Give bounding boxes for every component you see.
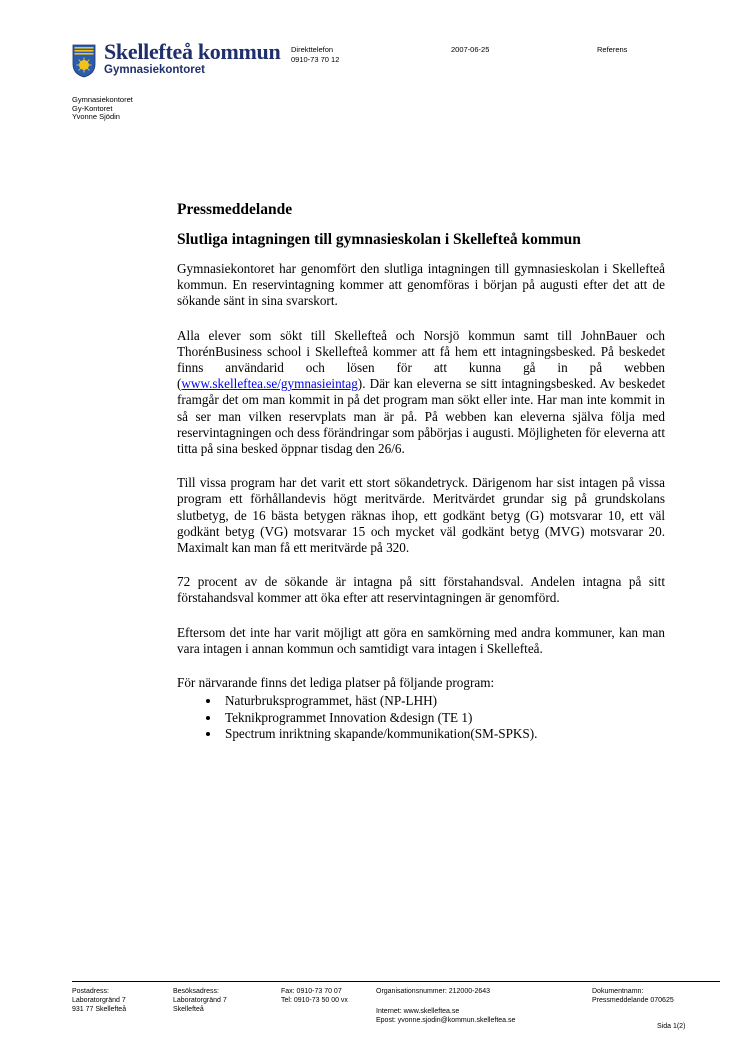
tel-number: Tel: 0910-73 50 00 vx [281, 996, 348, 1004]
document-body [177, 200, 665, 743]
visit-street: Laboratorgränd 7 [173, 996, 227, 1004]
list-item: • Spectrum inriktning skapande/kommunikation(SM-SPKS). [221, 726, 665, 743]
internet-address: Internet: www.skelleftea.se [376, 1008, 460, 1015]
paragraph-2-text-b: ). Där kan eleverna se sitt intagningsbesked. Av beskedet framgår det om man kommit in på det program man sökt eller inte. Har man inte kommit in så ser man vilken reservplats man är på. På webben kan eleverna själva följa med reservintagningen och dess förändringar som påbörjas i augusti. Möjligheten för eleverna att titta på sina besked öppnar tisdag den 26/6. [177, 376, 665, 457]
footer-docname [592, 988, 674, 1006]
paragraph-5: Eftersom det inte har varit möjligt att göra en samkörning med andra kommuner, kan man vara intagen i annan kommun och samtidigt vara intagen i Skellefteå. [177, 624, 665, 656]
brand-name: Skellefteå kommun [104, 39, 281, 64]
paragraph-1: Gymnasiekontoret har genomfört den slutliga intagningen till gymnasieskolan i Skellefteå kommun. En reservintagning kommer att genomföras i början på augusti efter det att de sökande sänt in sina svarskort. [177, 261, 665, 309]
sender-name: Yvonne Sjödin [72, 112, 120, 122]
footer-org [376, 988, 490, 997]
sender-block [72, 96, 133, 122]
available-programs-list [177, 693, 665, 743]
skelleftea-coat-of-arms-icon [72, 44, 96, 78]
paragraph-3: Till vissa program har det varit ett stort sökandetryck. Därigenom har sist intagen på vissa program ett förhållandevis högt meritvärde. Meritvärdet grundar sig på grundskolans slutbetyg, de 16 bästa betygen räknas ihop, ett godkänt betyg (G) motsvarar 10, ett väl godkänt betyg (VG) motsvarar 15 och mycket väl godkänt betyg (MVG) motsvarar 20. Maximalt kan man få ett meritvärde på 320. [177, 475, 665, 556]
postal-street: Laboratorgränd 7 [72, 996, 126, 1004]
docname-label: Dokumentnamn: [592, 988, 644, 995]
paragraph-2-text-a: Alla elever som sökt till Skellefteå och Norsjö kommun samt till JohnBauer och ThorénBusiness school i Skellefteå kommer att få hem ett intagningsbesked. På beskedet finns användarid och lösen för att kunna gå in på webben ( [177, 327, 665, 392]
sender-unit: Gy-Kontoret [72, 103, 113, 113]
gymnasieintag-link[interactable]: www.skelleftea.se/gymnasieintag [181, 376, 358, 392]
direct-phone-block [291, 45, 339, 64]
list-item: • Naturbruksprogrammet, häst (NP-LHH) [221, 693, 665, 710]
postal-city: 931 77 Skellefteå [72, 1005, 127, 1013]
document-date: 2007-06-25 [451, 45, 490, 54]
reference-label: Referens [597, 45, 628, 54]
document-heading: Pressmeddelande [177, 201, 293, 218]
document-title: Slutliga intagningen till gymnasieskolan i Skellefteå kommun [177, 231, 581, 248]
footer-visit-address [173, 988, 227, 1014]
footer-postal-address [72, 988, 126, 1014]
brand [104, 41, 280, 77]
paragraph-2 [177, 328, 665, 458]
footer-divider [72, 981, 720, 982]
sender-office: Gymnasiekontoret [72, 95, 133, 104]
footer-contact [376, 1008, 515, 1026]
brand-department: Gymnasiekontoret [104, 64, 205, 76]
fax-number: Fax: 0910-73 70 07 [281, 988, 342, 995]
email-address: Epost: yvonne.sjodin@kommun.skelleftea.se [376, 1016, 516, 1024]
page-number: Sida 1(2) [657, 1023, 686, 1030]
org-number: Organisationsnummer: 212000-2643 [376, 988, 491, 995]
paragraph-4: 72 procent av de sökande är intagna på sitt förstahandsval. Andelen intagna på sitt förstahandsval kommer att öka efter att reservintagningen är genomförd. [177, 574, 665, 606]
list-item: • Teknikprogrammet Innovation &design (TE 1) [221, 710, 665, 727]
direct-phone-number: 0910-73 70 12 [291, 54, 340, 64]
docname-value: Pressmeddelande 070625 [592, 996, 674, 1004]
paragraph-6: För närvarande finns det lediga platser på följande program: [177, 675, 495, 691]
visit-label: Besöksadress: [173, 988, 219, 995]
postal-label: Postadress: [72, 988, 109, 995]
visit-city: Skellefteå [173, 1005, 204, 1013]
footer-phone [281, 988, 348, 1006]
direct-phone-label: Direkttelefon [291, 45, 334, 54]
